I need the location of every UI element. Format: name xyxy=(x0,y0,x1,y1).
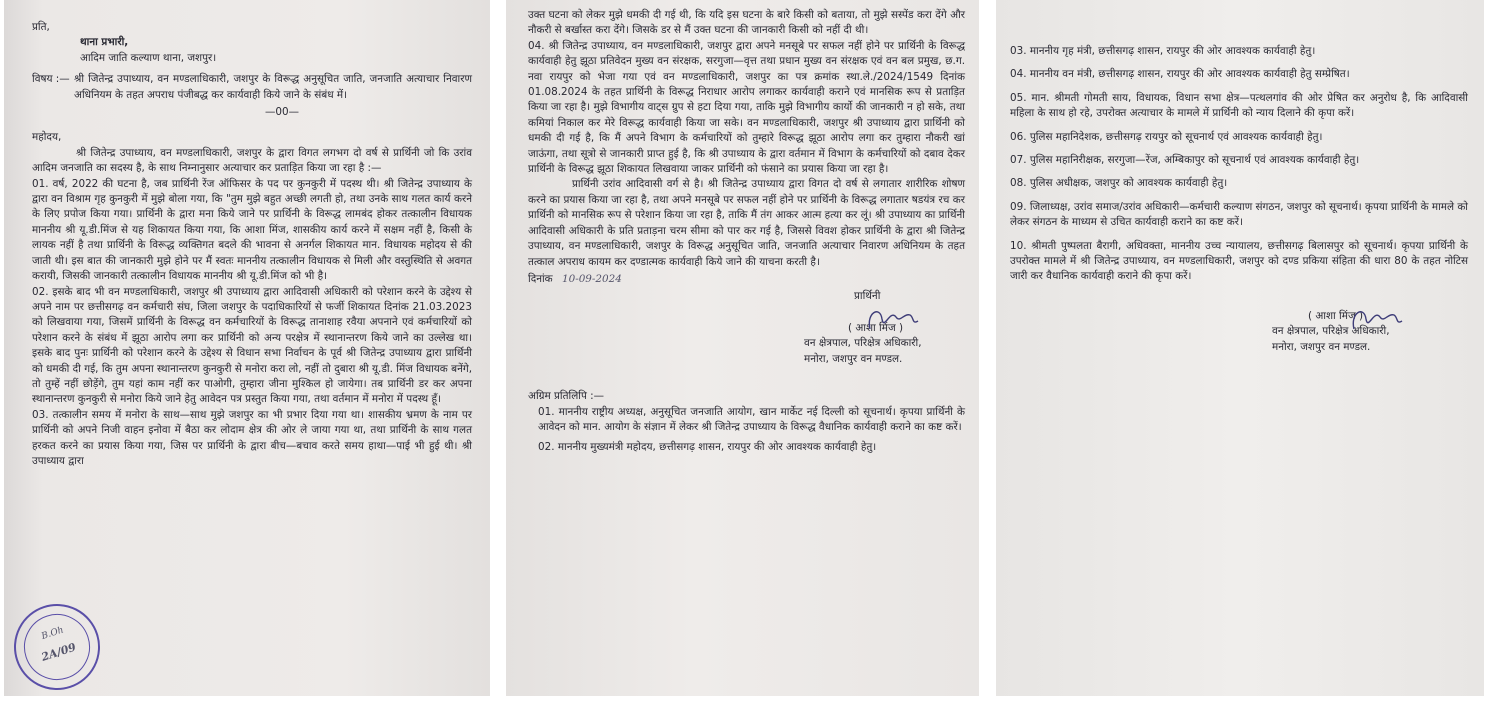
letter-page-1 xyxy=(4,0,490,696)
handwritten-signature xyxy=(862,303,922,337)
cc-item-02: 02. माननीय मुख्यमंत्री महोदय, छत्तीसगढ़ शासन, रायपुर की ओर आवश्यक कार्यवाही हेतु। xyxy=(538,440,877,453)
date-line xyxy=(528,272,965,287)
signatory-place: मनोरा, जशपुर वन मण्डल. xyxy=(1272,340,1371,353)
paragraph-03: 03. तत्कालीन समय में मनोरा के साथ—साथ मुझे जशपुर का भी प्रभार दिया गया था। शासकीय भ्रमण के नाम पर प्रार्थिनी को अपने निजी वाहन इनोवा में बैठा कर लोदाम क्षेत्र की ओर ले जाया गया था, तथा प्रार्थिनी के साथ गलत हरकत करने का प्रयास किया गया, जिस पर प्रार्थिनी के द्वारा बीच—बचाव करते समय हाथा—पाई भी हुई थी। श्री उपाध्याय द्वारा xyxy=(32,408,472,467)
cc-item-09: 09. जिलाध्यक्ष, उरांव समाज/उरांव अधिकारी—कर्मचारी कल्याण संगठन, जशपुर को सूचनार्थ। कृपया प्रार्थिनी के मामले को लेकर संगठन के माध्यम से उचित कार्यवाही कराने का कष्ट करें। xyxy=(1010,200,1468,229)
cc-item-01: 01. माननीय राष्ट्रीय अध्यक्ष, अनुसूचित जनजाति आयोग, खान मार्केट नई दिल्ली को सूचनार्थ। कृपया प्रार्थिनी के आवेदन को मान. आयोग के संज्ञान में लेकर श्री जितेन्द्र उपाध्याय के विरूद्ध वैधानिक कार्यवाही कराने का कष्ट करें। xyxy=(538,405,965,434)
cc-item-06: 06. पुलिस महानिदेशक, छत्तीसगढ़ रायपुर को सूचनार्थ एवं आवश्यक कार्यवाही हेतु। xyxy=(1010,130,1323,143)
signatory-title: प्रार्थिनी xyxy=(854,290,881,303)
paragraph-02: 02. इसके बाद भी वन मण्डलाधिकारी, जशपुर श्री उपाध्याय द्वारा आदिवासी अधिकारी को परेशान करने के उद्देश्य से अपने नाम पर छत्तीसगढ़ वन कर्मचारी संघ, जिला जशपुर के पदाधिकारियों से फर्जी शिकायत दिनांक 21.03.2023 को लिखवाया गया, जिसमें प्रार्थिनी के विरूद्ध वन कर्मचारियों के विरूद्ध तानाशाह रवैया अपनाने एवं कर्मचारियों को परेशान करने के संबंध में झूठा आरोप लगा कर प्रार्थिनी को अन्य परक्षेत्र में स्थानान्तरण किये जाने का उल्लेख था। इसके बाद पुनः प्रार्थिनी को परेशान करने के उद्देश्य से विधान सभा निर्वाचन के पूर्व श्री जितेन्द्र उपाध्याय द्वारा प्रार्थिनी को धमकी दी गई, कि तुम अपना स्थानान्तरण कुनकुरी से मनोरा करा लो, नहीं तो दुबारा श्री यू.डी. मिंज विधायक बनेंगे, तो तुम्हें नहीं छोड़ेंगे, तुम यहां काम नहीं कर पाओगी, तुम्हारा जीना मुश्किल हो जायेगा। तब प्रार्थिनी डर कर अपना स्थानान्तरण कुनकुरी से मनोरा किये जाने हेतु आवेदन पत्र प्रस्तुत किया गया, तथा वर्तमान में मनोरा में पदस्थ हूँ। xyxy=(32,285,472,406)
salutation: महोदय, xyxy=(32,131,62,144)
paragraph-04: 04. श्री जितेन्द्र उपाध्याय, वन मण्डलाधिकारी, जशपुर द्वारा अपने मनसूबे पर सफल नहीं होने पर प्रार्थिनी के विरूद्ध कार्यवाही हेतु झूठा प्रतिवेदन मुख्य वन संरक्षक, सरगुजा—वृत्त तथा प्रधान मुख्य वन संरक्षक एवं वन बल प्रमुख, छ.ग. नवा रायपुर को भेजा गया एवं वन मण्डलाधिकारी, जशपुर का पत्र क्रमांक स्था.ले./2024/1549 दिनांक 01.08.2024 के तहत प्रार्थिनी के विरूद्ध निराधार आरोप लगाकर कार्यवाही कराने एवं मानसिक रूप से प्रताड़ित किया जा रहा है। मुझे विभागीय वाट्स ग्रुप से हटा दिया गया, ताकि मुझे विभागीय कार्यो की जानकारी न हो सके, तथा कमियां निकाल कर मेरे विरूद्ध कार्यवाही किया जा सके। वन मण्डलाधिकारी, जशपुर श्री उपाध्याय द्वारा प्रार्थिनी को धमकी दी गई है, कि मैं अपने विभाग के कर्मचारियों को तुम्हारे विरूद्ध झूठा आरोप लगा कर तुम्हारा नौकरी खां जाऊंगा, तथा सूत्रो से जानकारी प्राप्त हुई है, कि श्री उपाध्याय के द्वारा वर्तमान में विभाग के कर्मचारियों को दबाव देकर प्रार्थिनी के विरूद्ध झूठा शिकायत लिखवाया जाकर प्रार्थिनी को फंसाने का प्रयास किया जा रहा है। xyxy=(528,39,965,176)
subject-label: विषय :— xyxy=(32,73,70,86)
cc-item-07: 07. पुलिस महानिरीक्षक, सरगुजा—रेंज, अम्बिकापुर को सूचनार्थ एवं आवश्यक कार्यवाही हेतु। xyxy=(1010,154,1360,167)
final-paragraph: प्रार्थिनी उरांव आदिवासी वर्ग से है। श्री जितेन्द्र उपाध्याय द्वारा विगत दो वर्ष से लगातार शारीरिक शोषण करने का प्रयास किया जा रहा है, तथा अपने मनसूबे पर सफल नहीं होने पर प्रार्थिनी के विरूद्ध लगातार षडयंत्र रच कर प्रार्थिनी को मानसिक रूप से परेशान किया जा रहा है, ताकि मैं तंग आकर आत्म हत्या कर लूं। श्री उपाध्याय का प्रार्थिनी आदिवासी अधिकारी के प्रति प्रताड़ना चरम सीमा को पार कर गई है, जिससे विवश होकर प्रार्थिनी के द्वारा श्री जितेन्द्र उपाध्याय, वन मण्डलाधिकारी, जशपुर के विरूद्ध अनुसूचित जाति, जनजाति अत्याचार निवारण अधिनियम के तहत तत्काल अपराध कायम कर दण्डात्मक कार्यवाही किये जाने की याचना करती है। xyxy=(528,178,965,268)
signatory-designation: वन क्षेत्रपाल, परिक्षेत्र अधिकारी, xyxy=(1272,325,1390,338)
letter-page-3 xyxy=(996,0,1484,696)
date-value: 10-09-2024 xyxy=(561,272,622,285)
paragraph-01: 01. वर्ष, 2022 की घटना है, जब प्रार्थिनी रेंज ऑफिसर के पद पर कुनकुरी में पदस्थ थी। श्री जितेन्द्र उपाध्याय के द्वारा वन विश्राम गृह कुनकुरी में मुझे बोला गया, कि "तुम मुझे बहुत अच्छी लगती हो, तथा उनके साथ गलत कार्य करने के लिए प्रपोज किया गया। प्रार्थिनी के द्वारा मना किये जाने पर प्रार्थिनी के विरूद्ध लामबंद होकर तत्कालीन विधायक माननीय श्री यू.डी.मिंज से यह शिकायत किया गया, कि आशा मिंज, शासकीय कार्य करने में सक्षम नहीं है, किसी के लायक नहीं है तथा प्रार्थिनी के विरूद्ध व्यक्तिगत बदले की भावना से अनर्गल शिकायत मान. विधायक महोदय से की जाती थी। इस बात की जानकारी मुझे होने पर मैं स्वतः माननीय तत्कालीन विधायक से मिली और वस्तुस्थिति से अवगत करायी, जिसकी जानकारी तत्कालीन विधायक माननीय श्री यू.डी.मिंज को भी है। xyxy=(32,177,472,283)
cc-item-04: 04. माननीय वन मंत्री, छत्तीसगढ़ शासन, रायपुर की ओर आवश्यक कार्यवाही हेतु सम्प्रेषित। xyxy=(1010,68,1350,81)
cc-item-08: 08. पुलिस अधीक्षक, जशपुर को आवश्यक कार्यवाही हेतु। xyxy=(1010,177,1228,190)
signatory-designation: वन क्षेत्रपाल, परिक्षेत्र अधिकारी, xyxy=(804,337,922,350)
cc-item-10: 10. श्रीमती पुष्पलता बैरागी, अधिवक्ता, माननीय उच्च न्यायालय, छत्तीसगढ़ बिलासपुर को सूचनार्थ। कृपया प्रार्थिनी के उपरोक्त मामले में श्री जितेन्द्र उपाध्याय, वन मण्डलाधिकारी, जशपुर को दण्ड प्रकिया संहिता की धारा 80 के तहत नोटिस जारी कर वैधानिक कार्यवाही कराने की कृपा करें। xyxy=(1010,239,1468,283)
signatory-name: ( आशा मिंज ) xyxy=(1308,309,1364,322)
letter-page-2 xyxy=(506,0,979,696)
page3-signature-block xyxy=(1272,309,1468,399)
signatory-name: ( आशा मिंज ) xyxy=(848,321,904,334)
recipient-line-2: आदिम जाति कल्याण थाना, जशपुर। xyxy=(80,51,217,64)
date-label: दिनांक xyxy=(528,272,553,285)
signature-block xyxy=(804,289,965,385)
signatory-place: मनोरा, जशपुर वन मण्डल. xyxy=(804,352,903,365)
recipient-prefix: प्रति, xyxy=(32,21,50,33)
recipient-line-1: थाना प्रभारी, xyxy=(80,36,129,49)
subject-block xyxy=(32,72,472,103)
stamp-initials: B.Oh xyxy=(40,625,65,642)
intro-paragraph: श्री जितेन्द्र उपाध्याय, वन मण्डलाधिकारी, जशपुर के द्वारा विगत लगभग दो वर्ष से प्रार्थिनी जो कि उरांव आदिम जनजाति का सदस्य है, के साथ निम्नानुसार अत्याचार कर प्रताड़ित किया जा रहा है :— xyxy=(32,146,472,175)
stamp-number: 2A/09 xyxy=(39,640,78,664)
subject-text: श्री जितेन्द्र उपाध्याय, वन मण्डलाधिकारी, जशपुर के विरूद्ध अनुसूचित जाति, जनजाति अत्याचार निवारण अधिनियम के तहत अपराध पंजीबद्ध कर कार्यवाही किये जाने के संबंध में। xyxy=(74,73,472,101)
cc-item-05: 05. मान. श्रीमती गोमती साय, विधायक, विधान सभा क्षेत्र—पत्थलगांव की ओर प्रेषित कर अनुरोध है, कि आदिवासी महिला के साथ हो रहे, उपरोक्त अत्याचार के मामले में प्रार्थिनी को न्याय दिलाने की कृपा करें। xyxy=(1010,91,1468,120)
page2-continuation: उक्त घटना को लेकर मुझे धमकी दी गई थी, कि यदि इस घटना के बारे किसी को बताया, तो मुझे सस्पेंड करा देंगे और नौकरी से बर्खास्त करा देंगे। जिसके डर से मैं उक्त घटना की जानकारी किसी को नहीं दी थी। xyxy=(528,9,965,37)
cc-item-03: 03. माननीय गृह मंत्री, छत्तीसगढ़ शासन, रायपुर की ओर आवश्यक कार्यवाही हेतु। xyxy=(1010,45,1316,57)
divider: —00— xyxy=(264,106,299,119)
handwritten-signature xyxy=(1346,303,1406,337)
cc-heading: अग्रिम प्रतिलिपि :— xyxy=(528,390,605,403)
cc-list-part1 xyxy=(528,405,965,455)
